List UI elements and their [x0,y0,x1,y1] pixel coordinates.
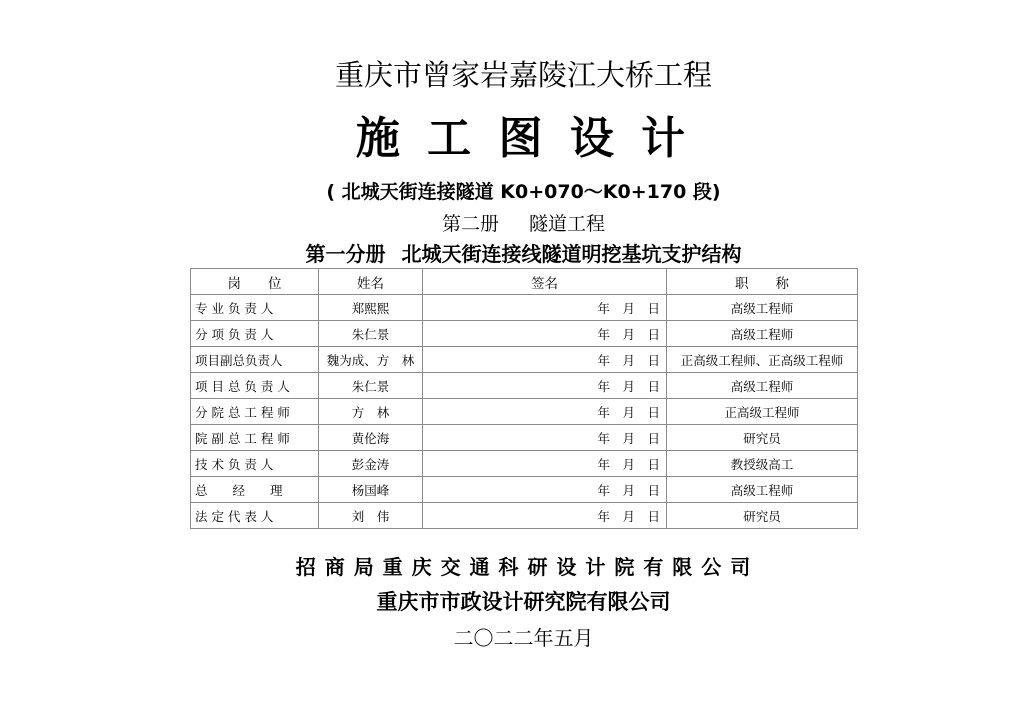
table-row [191,321,858,347]
cell-name: 方 林 [319,399,423,425]
cell-name: 彭金涛 [319,451,423,477]
cell-name: 魏为成、方 林 [319,347,423,373]
cell-name: 朱仁景 [319,373,423,399]
cell-name: 杨国峰 [319,477,423,503]
cell-professional-title: 研究员 [667,503,858,529]
organization-secondary: 重庆市市政设计研究院有限公司 [376,590,671,614]
signature-table [190,268,858,529]
cell-role: 院 副 总 工 程 师 [191,425,319,451]
cell-signature-date: 年 月 日 [423,295,667,321]
table-row [191,399,858,425]
cell-professional-title: 高级工程师 [667,373,858,399]
header-title: 职 称 [667,269,858,295]
cell-signature-date: 年 月 日 [423,347,667,373]
volume-title: 隧道工程 [529,213,606,235]
cell-signature-date: 年 月 日 [423,451,667,477]
issue-date: 二〇二二年五月 [453,626,594,650]
header-signature: 签名 [423,269,667,295]
cell-signature-date: 年 月 日 [423,399,667,425]
table-row [191,503,858,529]
project-title: 重庆市曾家岩嘉陵江大桥工程 [334,58,712,92]
cell-role: 专 业 负 责 人 [191,295,319,321]
cell-signature-date: 年 月 日 [423,321,667,347]
cell-professional-title: 教授级高工 [667,451,858,477]
cell-professional-title: 高级工程师 [667,477,858,503]
organization-primary: 招 商 局 重 庆 交 通 科 研 设 计 院 有 限 公 司 [295,555,752,579]
table-row [191,347,858,373]
volume-heading [190,212,857,236]
subvolume-number: 第一分册 [305,242,386,266]
cell-role: 技 术 负 责 人 [191,451,319,477]
table-row [191,425,858,451]
volume-number: 第二册 [441,213,499,235]
header-name: 姓名 [319,269,423,295]
cell-professional-title: 正高级工程师 [667,399,858,425]
cell-professional-title: 正高级工程师、正高级工程师 [667,347,858,373]
cell-name: 郑熙熙 [319,295,423,321]
cell-role: 分 项 负 责 人 [191,321,319,347]
cell-professional-title: 高级工程师 [667,295,858,321]
cell-role: 项 目 总 负 责 人 [191,373,319,399]
table-header-row [191,269,858,295]
section-range-subtitle: ( 北城天街连接隧道 K0+070～K0+170 段) [326,181,721,203]
cell-signature-date: 年 月 日 [423,425,667,451]
header-role: 岗 位 [191,269,319,295]
cell-role: 分 院 总 工 程 师 [191,399,319,425]
document-main-title: 施 工 图 设 计 [355,113,692,164]
cell-name: 刘 伟 [319,503,423,529]
table-row [191,295,858,321]
cell-role: 总 经 理 [191,477,319,503]
cell-role: 法 定 代 表 人 [191,503,319,529]
cell-signature-date: 年 月 日 [423,477,667,503]
cell-name: 黄伦海 [319,425,423,451]
subvolume-title: 北城天街连接线隧道明挖基坑支护结构 [401,242,742,266]
cell-professional-title: 研究员 [667,425,858,451]
cell-signature-date: 年 月 日 [423,503,667,529]
table-row [191,451,858,477]
cell-professional-title: 高级工程师 [667,321,858,347]
table-row [191,373,858,399]
cell-name: 朱仁景 [319,321,423,347]
table-row [191,477,858,503]
subvolume-heading [190,242,857,266]
cell-signature-date: 年 月 日 [423,373,667,399]
cell-role: 项目副总负责人 [191,347,319,373]
